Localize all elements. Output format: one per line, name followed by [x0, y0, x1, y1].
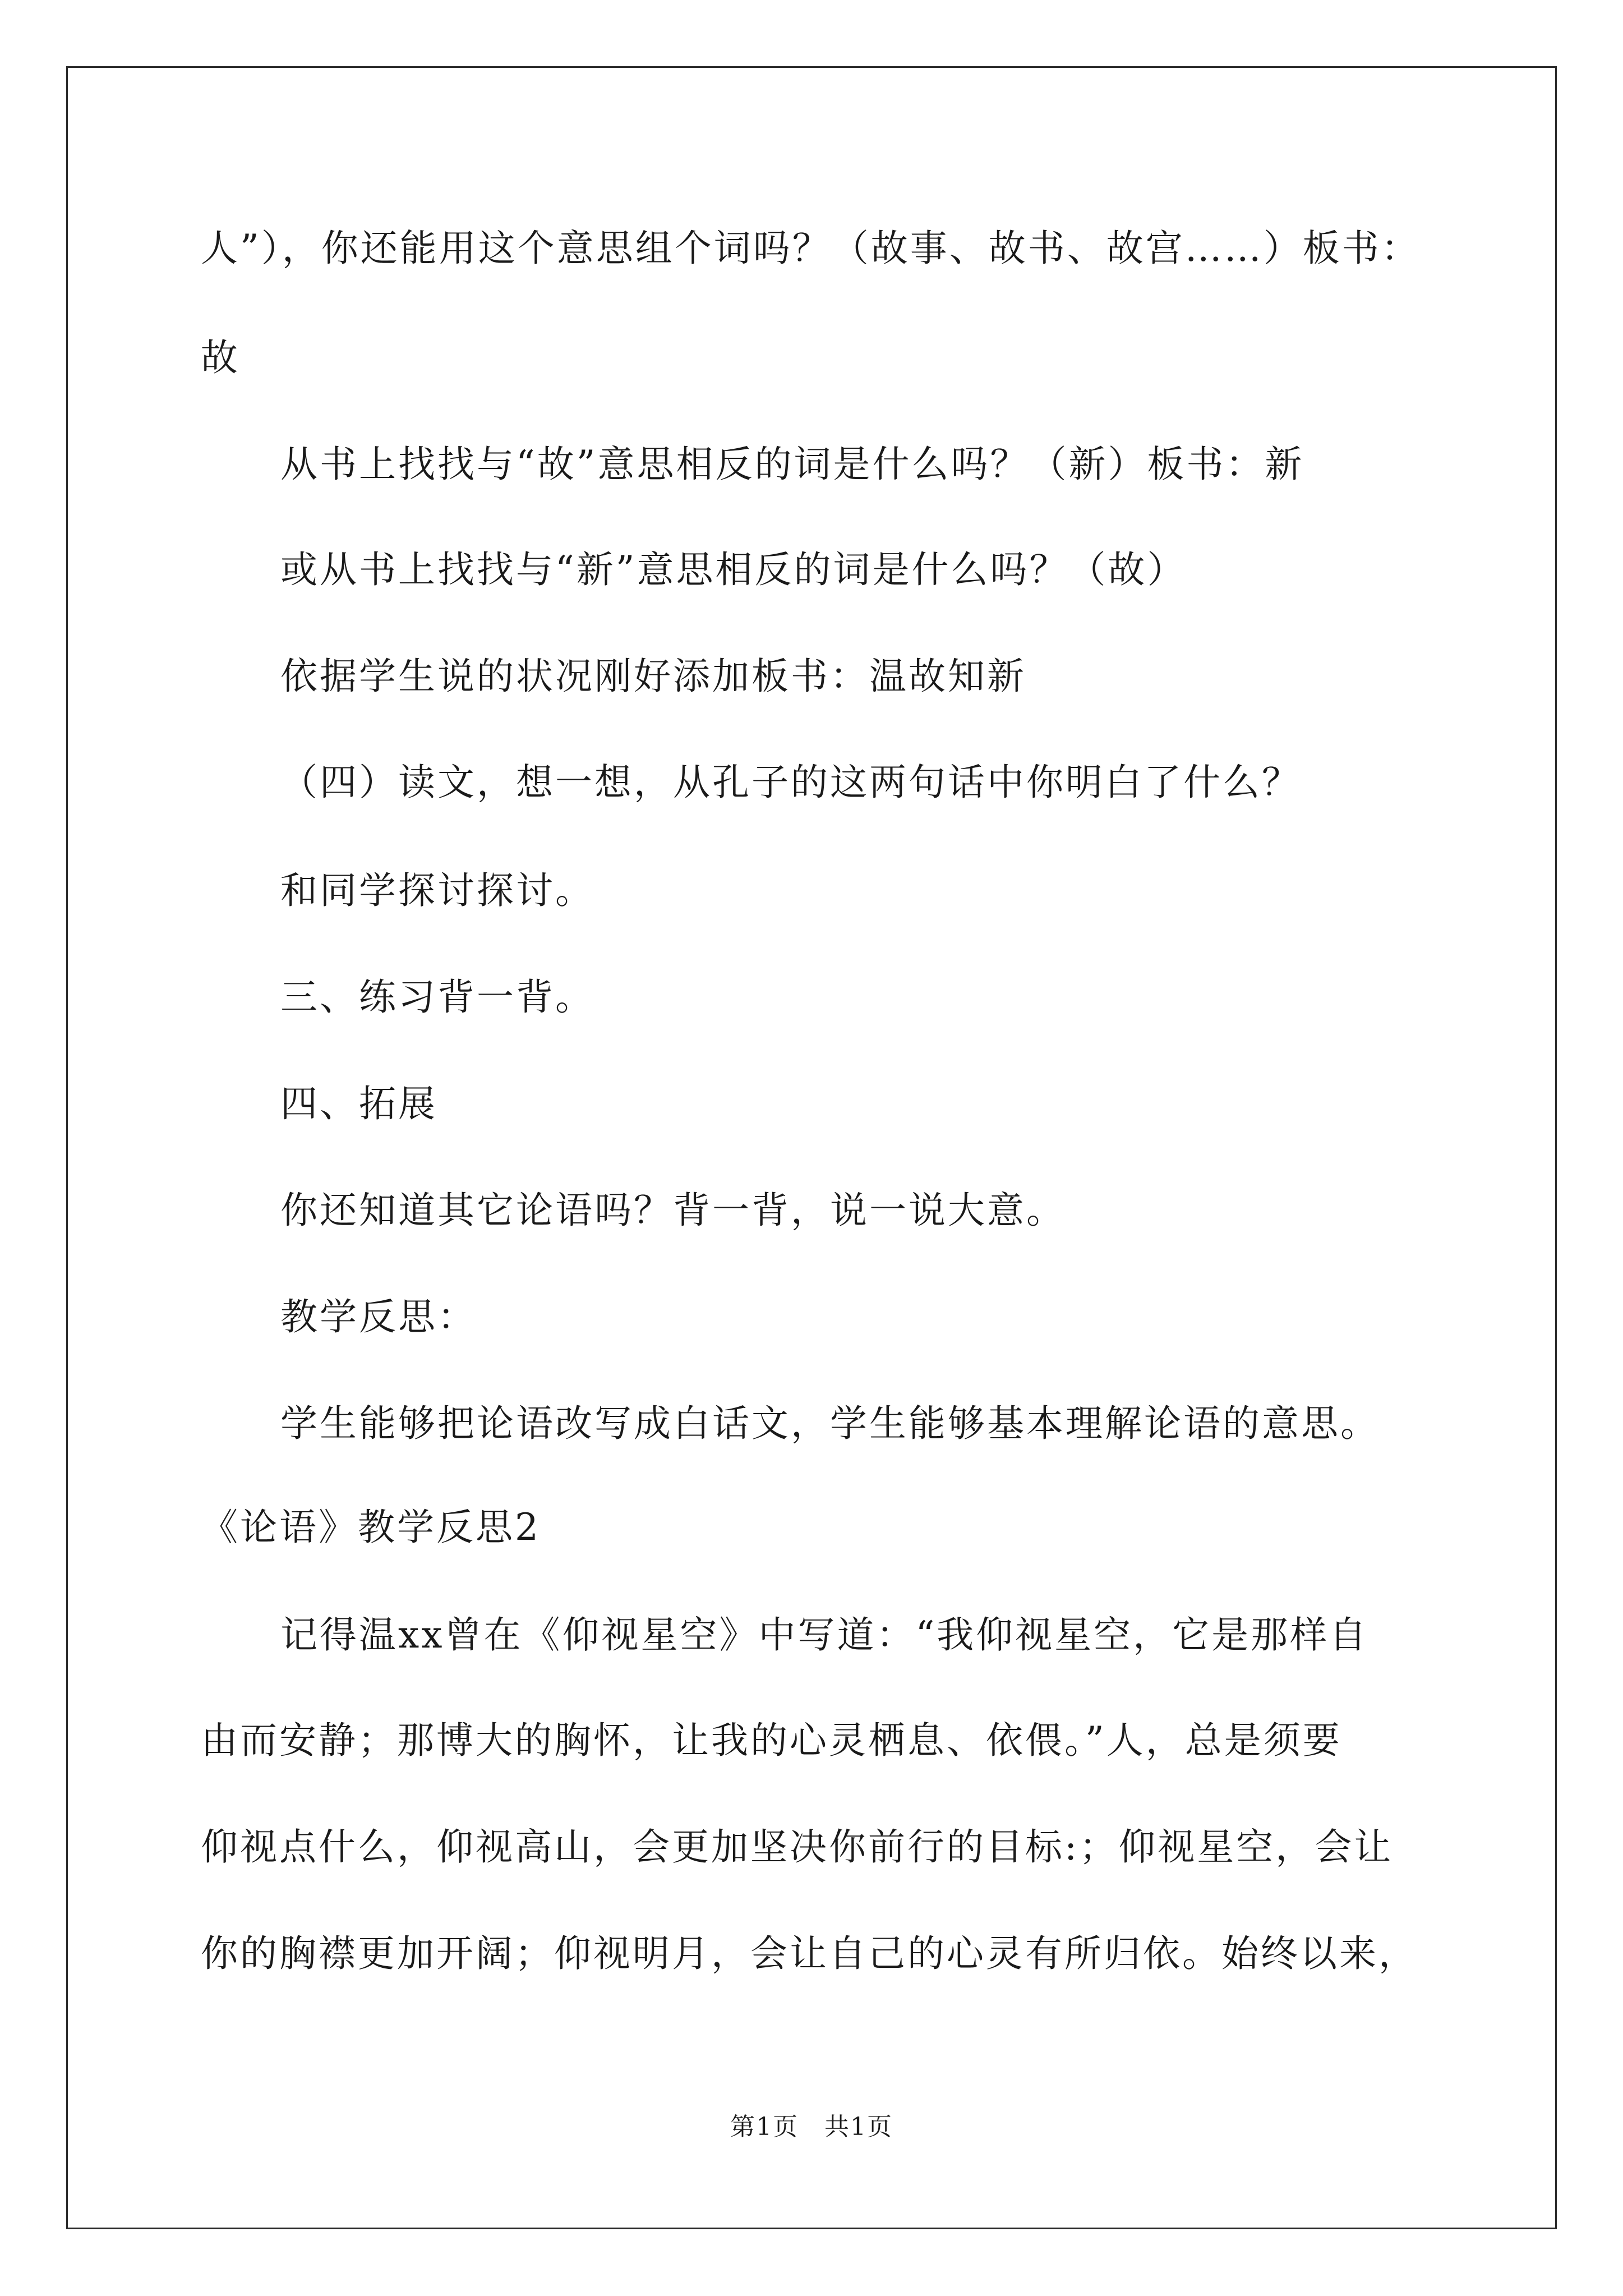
text-line: 三、练习背一背。: [280, 976, 594, 1019]
text-line: 和同学探讨探讨。: [280, 869, 594, 912]
text-line: 或从书上找找与“新”意思相反的词是什么吗？（故）: [280, 548, 1187, 591]
text-line: 你还知道其它论语吗？背一背，说一说大意。: [280, 1189, 1066, 1232]
text-line: 你的胸襟更加开阔；仰视明月，会让自己的心灵有所归依。始终以来，: [201, 1932, 1418, 1975]
text-line: 教学反思：: [280, 1295, 477, 1338]
section-heading: 四、拓展: [280, 1082, 437, 1125]
text-line: （四）读文，想一想，从孔子的这两句话中你明白了什么？: [280, 761, 1301, 804]
article-title: 《论语》教学反思2: [201, 1506, 541, 1549]
page-number: 第1页 共1页: [730, 2113, 893, 2141]
text-line: 故: [201, 336, 240, 379]
text-line: 依据学生说的状况刚好添加板书：温故知新: [280, 655, 1026, 698]
text-line: 学生能够把论语改写成白话文，学生能够基本理解论语的意思。: [280, 1402, 1380, 1445]
text-line: 由而安静；那博大的胸怀，让我的心灵栖息、依偎。”人，总是须要: [201, 1719, 1342, 1762]
text-line: 记得温xx曾在《仰视星空》中写道：“我仰视星空，它是那样自: [280, 1613, 1369, 1657]
page-border: [66, 66, 1557, 2229]
text-line: 人”），你还能用这个意思组个词吗？（故事、故书、故宫……）板书：: [201, 227, 1421, 270]
text-line: 仰视点什么，仰视高山，会更加坚决你前行的目标:；仰视星空，会让: [201, 1825, 1394, 1869]
text-line: 从书上找找与“故”意思相反的词是什么吗？（新）板书：新: [280, 443, 1304, 486]
